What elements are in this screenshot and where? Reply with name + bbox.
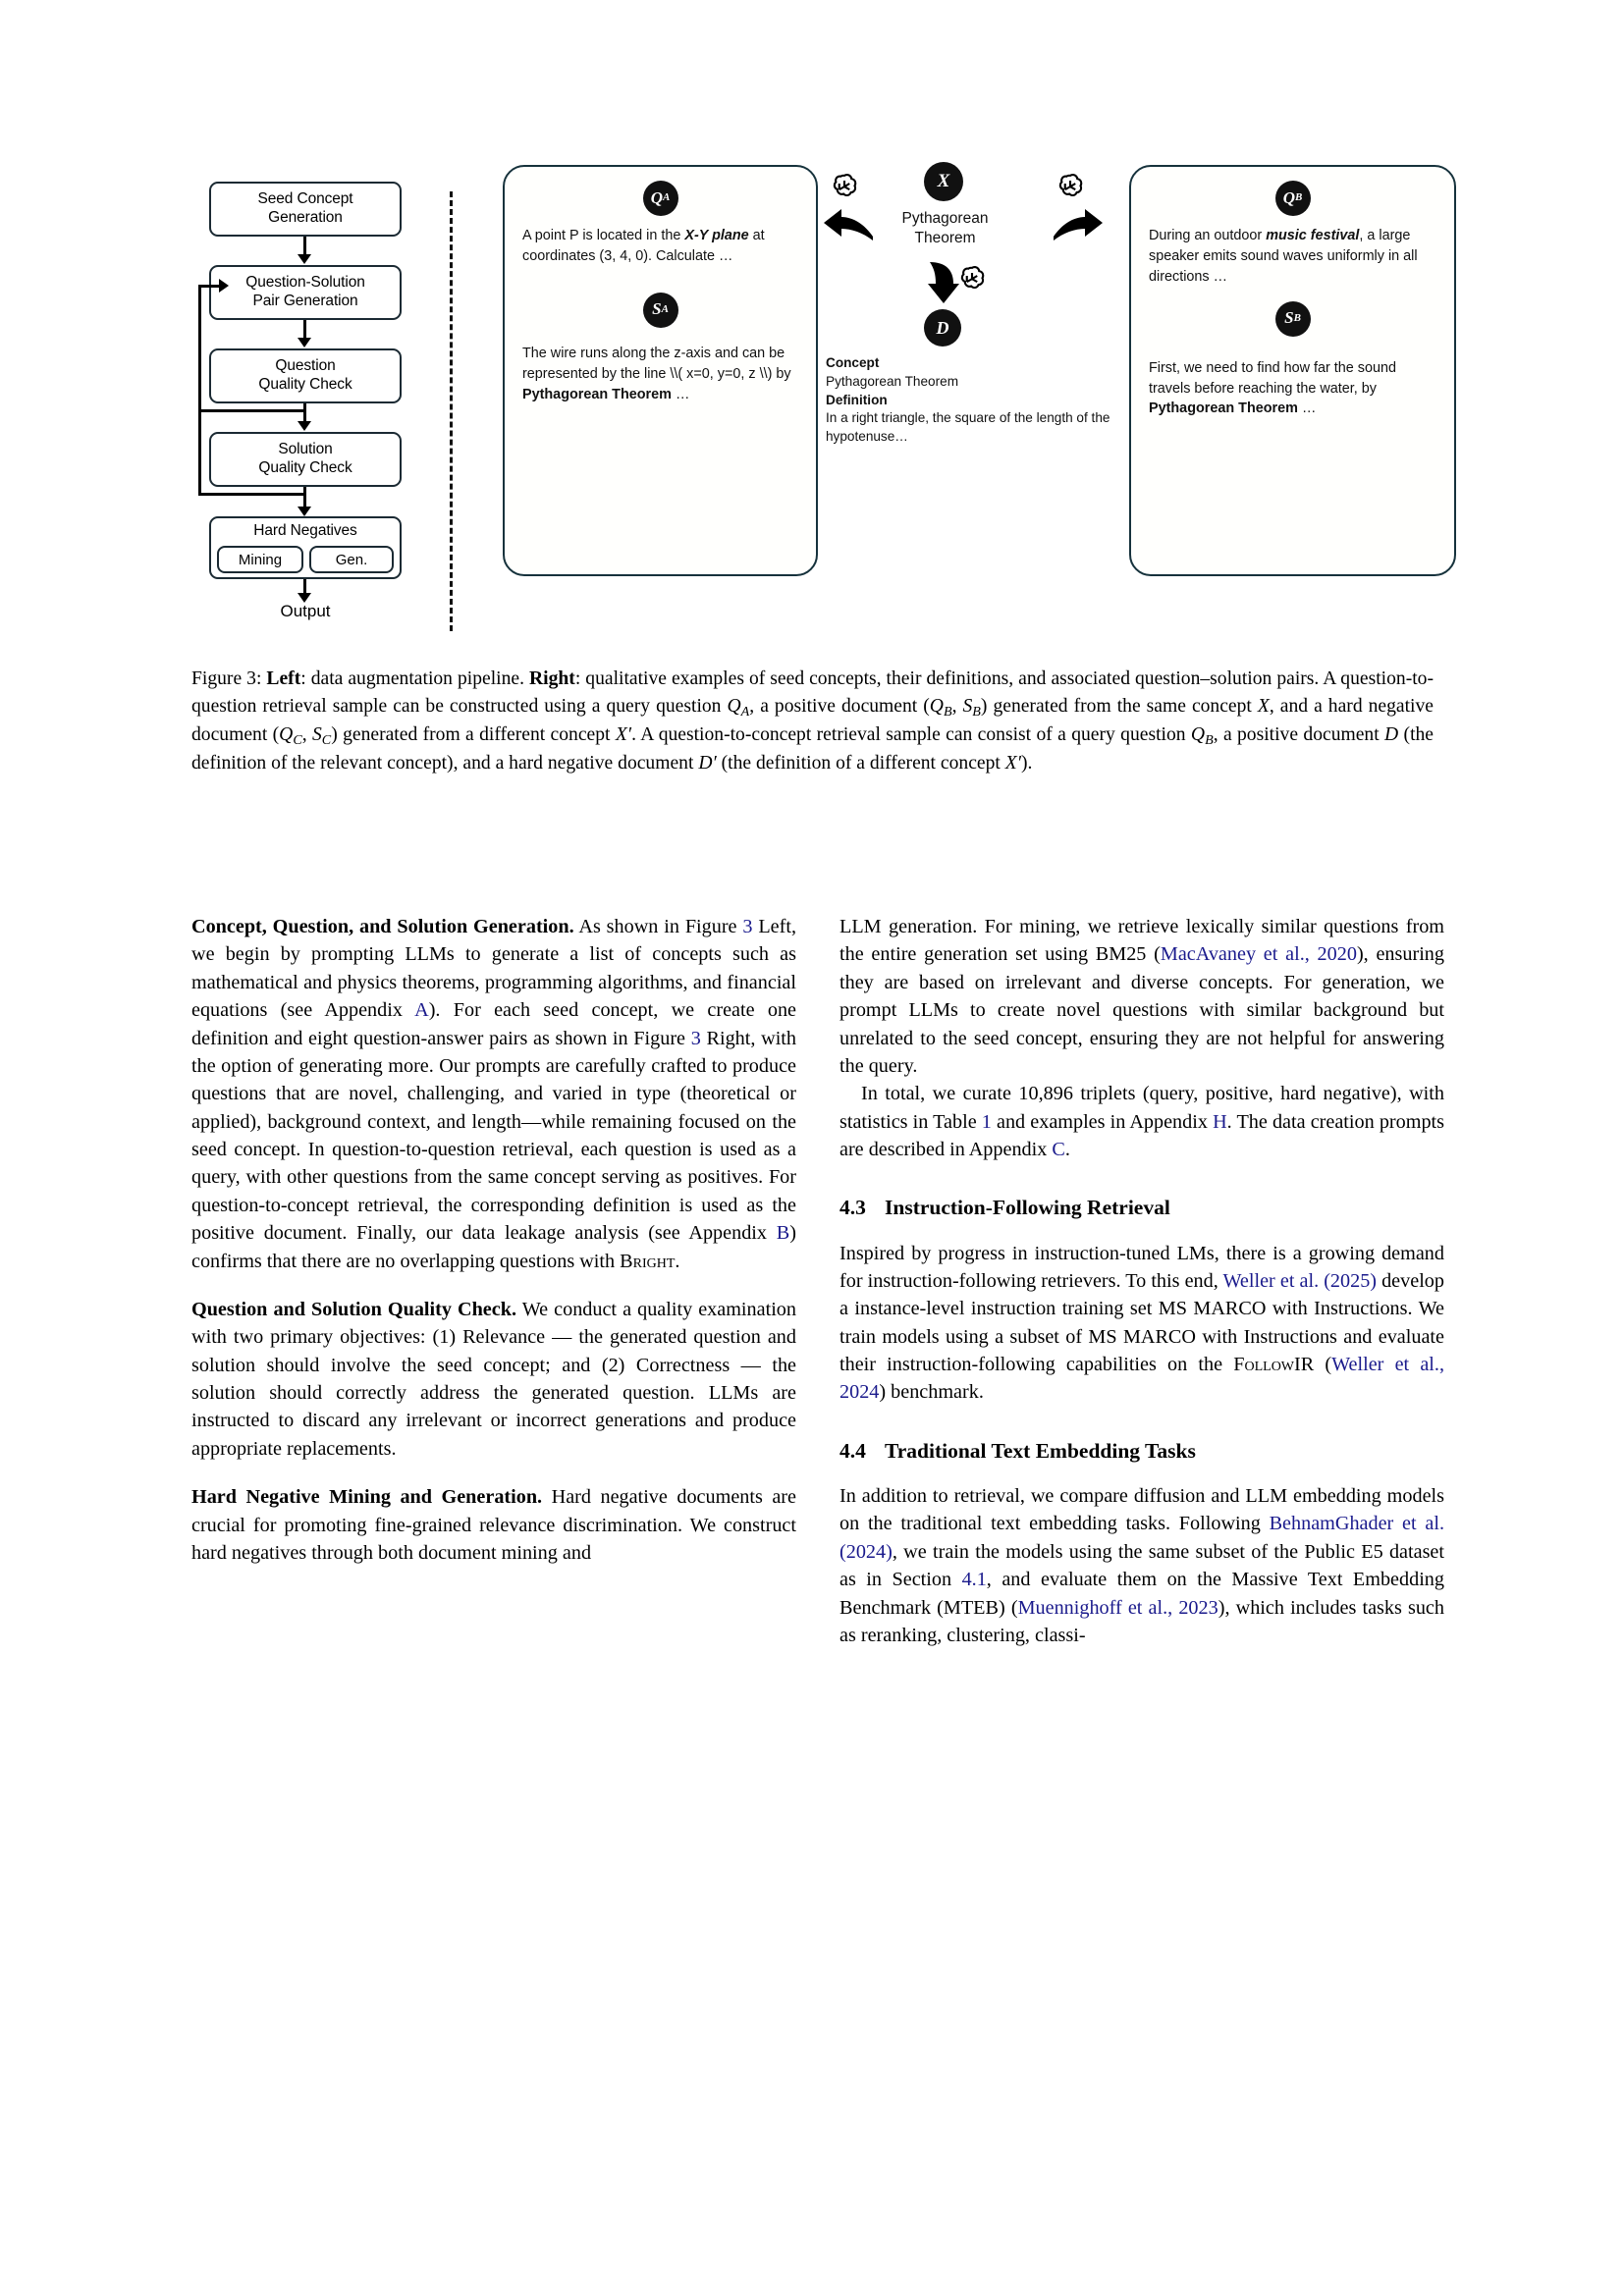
caption-right-label: Right	[529, 668, 575, 689]
caption-symbol-QB-sub: B	[943, 703, 952, 720]
para1-text-4: Right, with the option of generating more. Our prompts are carefully crafted to produce questions that are novel, challenging, and varied in type (theoretical or applied), background context, and length—while remaining focused on the seed concept. In question-to-question retrieval, each question is used as a query, with other questions from the same concept serving as positives. For question-to-concept retrieval, the corresponding definition is used as the positive document. Finally, our data leakage analysis (see Appendix	[191, 1027, 796, 1245]
caption-symbol-SB: S	[962, 695, 973, 717]
caption-text-7: ) generated from a different concept	[331, 723, 616, 745]
concept-title-line-2: Theorem	[914, 230, 976, 247]
paragraph-instruction-following-retrieval	[839, 1240, 1444, 1407]
rpara4-text-2: , we train the models using the same subset of the Public E5 dataset as in Section	[839, 1540, 1444, 1591]
citation-link-muennighoff-2023[interactable]: Muennighoff et al., 2023	[1017, 1596, 1218, 1619]
subnode-label: Gen.	[335, 551, 368, 568]
badge-subscript: A	[662, 191, 671, 204]
para1-text-1: As shown in Figure	[573, 916, 743, 937]
openai-logo-icon-right	[1056, 172, 1085, 201]
caption-text-10: (the definition of the relevant concept), and a hard negative document	[191, 723, 1435, 774]
node-line-2: Quality Check	[258, 459, 352, 476]
caption-text-6: ,	[301, 723, 312, 745]
arrowhead-feedback-to-pair	[219, 279, 229, 293]
figure-reference-link-3a[interactable]: 3	[742, 916, 753, 937]
badge-letter: D	[936, 317, 949, 338]
caption-text-8: . A question-to-concept retrieval sample can consist of a query question	[631, 723, 1191, 745]
definition-value-definition: In a right triangle, the square of the length of the hypotenuse…	[826, 410, 1110, 444]
body-column-right	[839, 913, 1444, 1649]
badge-letter: Q	[650, 187, 663, 207]
solution-a-text-part1: The wire runs along the z-axis and can be represented by the line \\( x=0, y=0, z \\) by	[522, 345, 791, 382]
benchmark-name-bright: Bright	[620, 1250, 676, 1272]
caption-figure-number: Figure 3:	[191, 668, 262, 689]
badge-question-a	[643, 181, 678, 216]
appendix-reference-link-b[interactable]: B	[776, 1222, 790, 1245]
caption-symbol-QC-sub: C	[293, 731, 302, 748]
pipeline-node-question-solution-pair-generation	[209, 265, 402, 320]
section-heading-4-3	[839, 1193, 1444, 1222]
concept-column	[826, 162, 1124, 584]
question-b-text-part2: , a large speaker emits sound waves uniformly in all directions …	[1149, 228, 1418, 285]
caption-left-text: : data augmentation pipeline.	[300, 668, 529, 689]
paragraph-triplet-statistics	[839, 1080, 1444, 1163]
question-a-text	[505, 226, 816, 267]
appendix-reference-link-c[interactable]: C	[1052, 1139, 1065, 1160]
solution-a-text	[505, 344, 816, 405]
badge-letter: X	[937, 171, 950, 191]
solution-a-text-part2: …	[671, 386, 690, 402]
figure-reference-link-3b[interactable]: 3	[690, 1027, 701, 1049]
arrowhead-seed-to-pair	[298, 254, 311, 264]
citation-link-weller-2025[interactable]: Weller et al. (2025)	[1222, 1269, 1378, 1292]
arrowhead-pair-to-qcheck	[298, 338, 311, 347]
question-a-text-part1: A point P is located in the	[522, 228, 685, 243]
node-line-1: Question	[275, 357, 336, 375]
figure-divider	[450, 191, 453, 631]
node-line-1: Solution	[278, 441, 333, 458]
para3-text-1: Hard negative documents are crucial for promoting fine-grained relevance discrimination. We construct hard negatives through both document mining and	[191, 1486, 796, 1564]
caption-text-5: , and a hard negative document (	[191, 695, 1434, 745]
badge-solution-a	[643, 293, 678, 328]
caption-text-4: ) generated from the same concept	[980, 695, 1258, 717]
caption-symbol-QA-sub: A	[740, 703, 750, 720]
concept-title	[869, 209, 1021, 248]
subnode-label: Mining	[238, 551, 283, 568]
definition-value-concept: Pythagorean Theorem	[826, 373, 959, 389]
badge-subscript: A	[661, 302, 669, 315]
caption-symbol-D: D	[1384, 723, 1399, 745]
caption-symbol-X: X	[1257, 695, 1270, 717]
feedback-line-vertical	[198, 285, 201, 496]
rpara3-text-4: ) benchmark.	[879, 1381, 984, 1404]
hard-negatives-mining-subnode	[217, 546, 303, 573]
rpara2-text-4: .	[1064, 1139, 1070, 1160]
badge-subscript: B	[1294, 191, 1303, 204]
arrowhead-qcheck-to-scheck	[298, 421, 311, 431]
badge-letter: S	[1284, 308, 1294, 328]
caption-symbol-QB2: Q	[1190, 723, 1206, 745]
feedback-line-qcheck-horizontal	[198, 409, 306, 412]
section-title-4-3: Instruction-Following Retrieval	[885, 1196, 1170, 1220]
caption-symbol-QB: Q	[929, 695, 944, 717]
badge-solution-b	[1275, 301, 1311, 337]
caption-symbol-X-prime: X′	[615, 723, 632, 745]
caption-symbol-QA: Q	[727, 695, 741, 717]
caption-symbol-SB-sub: B	[972, 703, 981, 720]
caption-text-12: ).	[1021, 752, 1033, 774]
rpara3-text-1: Inspired by progress in instruction-tuned LMs, there is a growing demand for instruction-following retrievers. To this end,	[839, 1242, 1444, 1292]
hard-negatives-generation-subnode	[309, 546, 394, 573]
figure-caption	[191, 666, 1434, 777]
caption-symbol-D-prime: D′	[698, 752, 717, 774]
table-reference-link-1[interactable]: 1	[981, 1110, 992, 1133]
node-line-1: Seed Concept	[257, 190, 353, 208]
paragraph-traditional-text-embedding-tasks	[839, 1482, 1444, 1649]
rpara1-text-2: ), ensuring they are based on irrelevant and diverse concepts. For generation, we prompt LLMs to create novel questions with similar background but unrelated to the seed concept, ensuring they are not helpful for answering the query.	[839, 943, 1444, 1077]
paragraph-hard-negative-mining-generation	[191, 1483, 796, 1567]
citation-link-weller-2024[interactable]: Weller et al., 2024	[839, 1354, 1444, 1404]
para1-text-2: Left, we begin by prompting LLMs to generate a list of concepts such as mathematical and physics theorems, programming algorithms, and financial equations (see Appendix	[191, 916, 797, 1022]
runin-heading-quality-check: Question and Solution Quality Check.	[191, 1298, 517, 1320]
benchmark-name-followir: FollowIR	[1233, 1354, 1315, 1376]
para1-text-5: ) confirms that there are no overlapping questions with	[191, 1222, 796, 1272]
concept-definition-block	[826, 354, 1112, 447]
arrow-pair-to-qcheck	[303, 320, 306, 340]
caption-symbol-X-prime-2: X′	[1004, 752, 1021, 774]
rpara3-text-3: (	[1314, 1354, 1332, 1376]
para1-text-6: .	[675, 1250, 680, 1272]
section-reference-link-4-1[interactable]: 4.1	[961, 1569, 987, 1591]
section-title-4-4: Traditional Text Embedding Tasks	[885, 1438, 1196, 1463]
pipeline-output-label: Output	[280, 602, 331, 620]
rpara4-text-4: ), which includes tasks such as reranking, clustering, classi-	[839, 1596, 1444, 1646]
openai-logo-icon-left	[830, 172, 859, 201]
rpara1-text-1: LLM generation. For mining, we retrieve lexically similar questions from the entire generation set using BM25 (	[839, 916, 1444, 966]
badge-question-b	[1275, 181, 1311, 216]
caption-text-3: ,	[951, 695, 963, 717]
badge-letter: Q	[1282, 187, 1295, 207]
solution-b-text-part2: …	[1297, 400, 1317, 417]
appendix-reference-link-a[interactable]: A	[414, 999, 429, 1022]
rpara4-text-1: In addition to retrieval, we compare diffusion and LLM embedding models on the traditional text embedding tasks. Following	[839, 1485, 1444, 1535]
badge-subscript: B	[1293, 311, 1301, 324]
section-number-4-3: 4.3	[839, 1196, 866, 1220]
question-b-text-emphasis: music festival	[1266, 228, 1360, 243]
citation-link-behnamghader-2024[interactable]: BehnamGhader et al. (2024)	[839, 1513, 1444, 1563]
runin-heading-hard-negative: Hard Negative Mining and Generation.	[191, 1486, 543, 1509]
rpara3-text-2: develop a instance-level instruction training set MS MARCO with Instructions. We train models using a subset of MS MARCO with Instructions and evaluate their instruction-following capabilities on the	[839, 1269, 1444, 1376]
caption-symbol-SC: S	[312, 723, 322, 745]
arrowhead-scheck-to-hardneg	[298, 507, 311, 516]
solution-b-text	[1131, 358, 1454, 420]
arrow-down-to-definition-icon	[924, 260, 959, 305]
pipeline-node-seed-concept-generation	[209, 182, 402, 237]
caption-symbol-QC: Q	[279, 723, 294, 745]
pipeline-node-question-quality-check	[209, 348, 402, 403]
rpara4-text-3: , and evaluate them on the Massive Text Embedding Benchmark (MTEB) (	[839, 1569, 1444, 1619]
rpara2-text-3: . The data creation prompts are described in Appendix	[839, 1110, 1444, 1160]
question-a-text-emphasis: X-Y plane	[684, 228, 749, 243]
figure-3	[191, 171, 1458, 623]
rpara2-text-1: In total, we curate 10,896 triplets (query, positive, hard negative), with statistics in Table	[839, 1083, 1444, 1133]
solution-b-text-part1: First, we need to find how far the sound travels before reaching the water, by	[1149, 359, 1396, 397]
data-augmentation-pipeline	[191, 182, 422, 623]
caption-text-11: (the definition of a different concept	[716, 752, 1005, 774]
para2-text-1: We conduct a quality examination with two primary objectives: (1) Relevance — the generated question and solution should involve the seed concept; and (2) Correctness — the solution should correctly address the generated question. LLMs are instructed to discard any irrelevant or incorrect generations and produce appropriate replacements.	[191, 1298, 796, 1460]
openai-logo-icon-bottom	[957, 264, 987, 294]
runin-heading-concept-generation: Concept, Question, and Solution Generation.	[191, 916, 574, 937]
arrow-seed-to-pair	[303, 237, 306, 256]
question-b-text	[1131, 226, 1454, 288]
paragraph-question-solution-quality-check	[191, 1296, 796, 1463]
question-a-text-part2: at coordinates (3, 4, 0). Calculate …	[522, 228, 765, 264]
arrow-qcheck-to-scheck	[303, 403, 306, 423]
node-line-2: Generation	[268, 209, 343, 226]
concept-title-line-1: Pythagorean	[901, 210, 989, 227]
caption-left-label: Left	[266, 668, 301, 689]
arrow-right-to-card-b-icon	[1050, 207, 1105, 246]
definition-label-concept: Concept	[826, 355, 880, 370]
arrow-scheck-to-hardneg	[303, 487, 306, 508]
body-column-left	[191, 913, 796, 1567]
caption-text-9: , a positive document	[1213, 723, 1385, 745]
caption-right-text-1: : qualitative examples of seed concepts, their definitions, and associated question–solution pairs. A question-to-question retrieval sample can be constructed using a query question	[191, 668, 1434, 717]
question-b-text-part1: During an outdoor	[1149, 228, 1267, 243]
solution-a-text-emphasis: Pythagorean Theorem	[522, 386, 672, 402]
example-card-concept-a	[503, 165, 818, 576]
node-line-2: Pair Generation	[252, 293, 358, 309]
section-number-4-4: 4.4	[839, 1438, 866, 1463]
citation-link-macavaney-2020[interactable]: MacAvaney et al., 2020	[1160, 943, 1357, 966]
node-line-1: Hard Negatives	[253, 522, 357, 539]
badge-concept-x	[924, 162, 963, 201]
pipeline-node-solution-quality-check	[209, 432, 402, 487]
example-card-concept-b	[1129, 165, 1456, 576]
rpara2-text-2: and examples in Appendix	[991, 1110, 1214, 1133]
definition-label-definition: Definition	[826, 392, 888, 407]
paragraph-concept-question-solution-generation	[191, 913, 796, 1275]
caption-text-2: , a positive document (	[749, 695, 930, 717]
paragraph-mining-generation-continued	[839, 913, 1444, 1080]
node-line-1: Question-Solution	[245, 274, 365, 292]
badge-letter: S	[652, 299, 662, 319]
node-line-2: Quality Check	[258, 376, 352, 393]
feedback-line-scheck-horizontal	[198, 493, 306, 496]
badge-definition-d	[924, 309, 961, 347]
solution-b-text-emphasis: Pythagorean Theorem	[1149, 400, 1298, 417]
para1-text-3: ). For each seed concept, we create one definition and eight question-answer pairs as shown in Figure	[191, 999, 796, 1049]
caption-symbol-QB2-sub: B	[1205, 731, 1214, 748]
caption-symbol-SC-sub: C	[321, 731, 332, 748]
appendix-reference-link-h[interactable]: H	[1213, 1110, 1227, 1133]
section-heading-4-4	[839, 1436, 1444, 1466]
